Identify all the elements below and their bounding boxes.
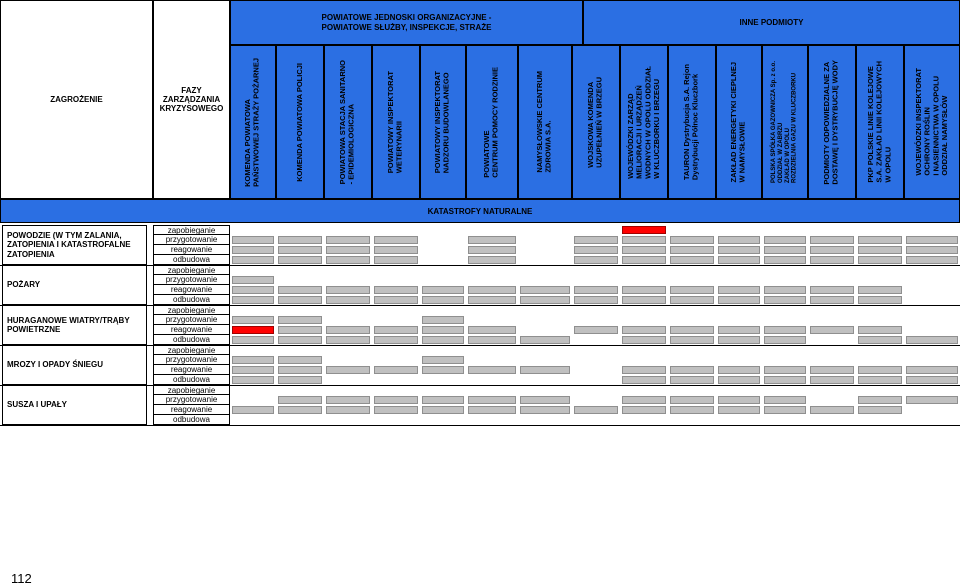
matrix-cell-support (858, 256, 902, 264)
phase-label: przygotowanie (153, 355, 230, 365)
matrix-cell-support (810, 236, 854, 244)
county-group-label: POWIATOWE JEDNOSKI ORGANIZACYJNE - POWIATOWE SŁUŻBY, INSPEKCJE, STRAŻE (321, 13, 492, 32)
entity-label: WOJEWÓDZKI INSPEKTORAT OCHRONY ROŚLIN I NASIENNICTWA W OPOLU ODDZIAŁ NAMYSŁÓW (913, 68, 949, 176)
entity-header-7 (518, 45, 572, 199)
phase-label: zapobieganie (153, 305, 230, 315)
matrix-cell-support (374, 236, 418, 244)
matrix-cell-support (574, 326, 618, 334)
matrix-cell-support (326, 286, 370, 294)
matrix-cell-support (232, 236, 274, 244)
matrix-cell-support (232, 296, 274, 304)
matrix-cell-support (374, 326, 418, 334)
matrix-cell-support (858, 286, 902, 294)
matrix-cell-support (764, 246, 806, 254)
entity-header-2 (276, 45, 324, 199)
matrix-cell-support (326, 366, 370, 374)
matrix-cell-support (468, 366, 516, 374)
entity-header-5 (420, 45, 466, 199)
matrix-cell-support (670, 236, 714, 244)
entity-header-12 (762, 45, 808, 199)
matrix-cell-support (858, 366, 902, 374)
matrix-cell-support (232, 366, 274, 374)
phase-label: zapobieganie (153, 225, 230, 235)
entity-label: WOJSKOWA KOMENDA UZUPEŁNIEŃ W BRZEGU (586, 76, 604, 168)
matrix-cell-support (326, 406, 370, 414)
matrix-cell-support (906, 336, 958, 344)
matrix-cell-support (718, 376, 760, 384)
matrix-cell-support (422, 286, 464, 294)
matrix-cell-support (278, 296, 322, 304)
threat-row-label: HURAGANOWE WIATRY/TRĄBY POWIETRZNE (2, 305, 147, 345)
matrix-cell-support (574, 256, 618, 264)
matrix-cell-primary (232, 326, 274, 334)
matrix-cell-support (422, 326, 464, 334)
matrix-cell-support (670, 366, 714, 374)
matrix-cell-support (232, 246, 274, 254)
matrix-cell-support (858, 296, 902, 304)
threat-row-label: POŻARY (2, 265, 147, 305)
matrix-cell-support (278, 356, 322, 364)
phase-label: reagowanie (153, 245, 230, 255)
matrix-cell-support (810, 326, 854, 334)
entity-header-14 (856, 45, 904, 199)
entity-label: ZAKŁAD ENERGETYKI CIEPLNEJ W NAMYSŁOWIE (729, 61, 747, 183)
matrix-cell-support (232, 356, 274, 364)
matrix-cell-support (232, 256, 274, 264)
entity-header-6 (466, 45, 518, 199)
matrix-cell-support (374, 246, 418, 254)
matrix-cell-support (622, 396, 666, 404)
entity-header-10 (668, 45, 716, 199)
matrix-cell-support (232, 336, 274, 344)
matrix-cell-support (232, 276, 274, 284)
matrix-cell-support (520, 396, 570, 404)
matrix-cell-support (764, 256, 806, 264)
phase-label: przygotowanie (153, 275, 230, 285)
threats-header-label: ZAGROŻENIE (50, 94, 103, 104)
matrix-cell-support (718, 246, 760, 254)
matrix-cell-support (764, 236, 806, 244)
matrix-cell-support (764, 336, 806, 344)
matrix-cell-support (468, 296, 516, 304)
matrix-cell-support (374, 366, 418, 374)
matrix-cell-support (422, 366, 464, 374)
entity-header-9 (620, 45, 668, 199)
phase-label: odbudowa (153, 415, 230, 425)
matrix-cell-support (670, 296, 714, 304)
matrix-cell-support (574, 406, 618, 414)
matrix-cell-support (468, 246, 516, 254)
entity-label: PODMIOTY ODPOWIEDZIALNE ZA DOSTAWĘ I DYSTRYBUCJĘ WODY (822, 59, 840, 185)
phase-label: przygotowanie (153, 395, 230, 405)
matrix-cell-support (468, 286, 516, 294)
other-group-label: INNE PODMIOTY (739, 17, 804, 27)
matrix-cell-support (278, 396, 322, 404)
matrix-cell-support (858, 236, 902, 244)
matrix-cell-support (326, 396, 370, 404)
matrix-cell-support (278, 406, 322, 414)
threat-row-label: POWODZIE (W TYM ZALANIA, ZATOPIENIA I KATASTROFALNE ZATOPIENIA (2, 225, 147, 265)
matrix-cell-support (422, 406, 464, 414)
matrix-cell-support (574, 246, 618, 254)
phase-label: reagowanie (153, 285, 230, 295)
matrix-cell-support (278, 316, 322, 324)
phase-label: zapobieganie (153, 385, 230, 395)
section-band (0, 199, 960, 223)
county-group-header (230, 0, 583, 45)
matrix-cell-support (374, 256, 418, 264)
matrix-cell-support (670, 406, 714, 414)
matrix-cell-support (278, 326, 322, 334)
matrix-cell-support (520, 286, 570, 294)
entity-header-4 (372, 45, 420, 199)
matrix-cell-support (810, 286, 854, 294)
entity-header-8 (572, 45, 620, 199)
matrix-cell-support (622, 236, 666, 244)
phase-label: odbudowa (153, 375, 230, 385)
matrix-cell-support (670, 326, 714, 334)
matrix-cell-support (764, 366, 806, 374)
matrix-cell-support (520, 366, 570, 374)
entity-label: TAURON Dystrybucja S.A. Rejon Dystrybucji Północ Kluczbork (682, 63, 700, 181)
matrix-cell-support (906, 376, 958, 384)
matrix-cell-support (468, 256, 516, 264)
matrix-cell-support (858, 406, 902, 414)
matrix-cell-support (326, 296, 370, 304)
matrix-cell-support (278, 366, 322, 374)
entity-label: POLSKA SPÓŁKA GAZOWNICZA Sp. z o.o. ODDZIAŁ W ZABRZU ZAKŁAD W OPOLU ROZDZIELNIA GAZU W KLUCZBORKU (771, 61, 798, 183)
matrix-cell-support (232, 316, 274, 324)
matrix-cell-support (468, 406, 516, 414)
matrix-cell-support (468, 336, 516, 344)
matrix-cell-support (520, 406, 570, 414)
matrix-cell-support (232, 286, 274, 294)
matrix-cell-support (468, 326, 516, 334)
matrix-cell-support (622, 326, 666, 334)
phases-header (153, 0, 230, 199)
matrix-cell-support (326, 246, 370, 254)
matrix-cell-support (810, 256, 854, 264)
matrix-cell-support (326, 256, 370, 264)
matrix-cell-support (374, 336, 418, 344)
matrix-cell-support (718, 256, 760, 264)
matrix-cell-support (718, 286, 760, 294)
matrix-cell-support (810, 406, 854, 414)
matrix-cell-support (622, 246, 666, 254)
matrix-cell-support (670, 246, 714, 254)
phases-header-label: FAZY ZARZĄDZANIA KRYZYSOWEGO (159, 85, 224, 114)
matrix-cell-support (906, 246, 958, 254)
phase-label: przygotowanie (153, 315, 230, 325)
matrix-cell-support (858, 326, 902, 334)
entity-label: PKP POLSKIE LINIE KOLEJOWE S.A. ZAKŁAD LINII KOLEJOWYCH W OPOLU (866, 61, 893, 183)
matrix-cell-support (810, 366, 854, 374)
phase-label: odbudowa (153, 295, 230, 305)
matrix-cell-support (858, 376, 902, 384)
matrix-cell-support (858, 246, 902, 254)
entity-label: POWIATOWA STACJA SANITARNO - EPIDEMIOLOGICZNA (338, 59, 356, 185)
page-number: 112 (11, 571, 32, 586)
threat-row-label: MROZY I OPADY ŚNIEGU (2, 345, 147, 385)
matrix-cell-support (278, 376, 322, 384)
matrix-cell-support (374, 406, 418, 414)
matrix-cell-support (468, 236, 516, 244)
matrix-cell-support (718, 366, 760, 374)
matrix-cell-support (326, 336, 370, 344)
matrix-cell-support (520, 336, 570, 344)
matrix-cell-support (278, 246, 322, 254)
matrix-cell-support (670, 286, 714, 294)
matrix-cell-support (622, 406, 666, 414)
phase-label: przygotowanie (153, 235, 230, 245)
other-group-header (583, 0, 960, 45)
matrix-cell-support (374, 396, 418, 404)
matrix-cell-support (810, 296, 854, 304)
threat-row-label: SUSZA I UPAŁY (2, 385, 147, 425)
matrix-cell-support (422, 356, 464, 364)
entity-label: NAMYSŁOWSKIE CENTRUM ZDROWIA S.A. (535, 71, 553, 173)
phase-label: zapobieganie (153, 345, 230, 355)
phase-label: reagowanie (153, 365, 230, 375)
matrix-cell-support (858, 336, 902, 344)
matrix-cell-support (326, 326, 370, 334)
entity-header-11 (716, 45, 762, 199)
row-separator (0, 425, 960, 426)
matrix-cell-support (520, 296, 570, 304)
matrix-cell-support (468, 396, 516, 404)
matrix-cell-support (906, 366, 958, 374)
threats-header (0, 0, 153, 199)
matrix-cell-support (622, 376, 666, 384)
matrix-cell-support (764, 326, 806, 334)
matrix-cell-support (622, 366, 666, 374)
matrix-cell-support (232, 376, 274, 384)
entity-header-3 (324, 45, 372, 199)
phase-label: odbudowa (153, 335, 230, 345)
entity-label: WOJEWÓDZKI ZARZĄD MELIORACJI I URZĄDZEŃ WODNYCH W OPOLU ODDZIAŁ W KLUCZBORKU I BRZEGU (625, 65, 661, 179)
matrix-cell-support (718, 336, 760, 344)
matrix-cell-support (810, 376, 854, 384)
entity-label: POWIATOWY INSPEKTORAT NADZORU BUDOWLANEGO (433, 70, 451, 174)
phase-label: reagowanie (153, 405, 230, 415)
matrix-cell-support (278, 256, 322, 264)
matrix-cell-support (622, 296, 666, 304)
matrix-cell-support (574, 296, 618, 304)
entity-header-15 (904, 45, 960, 199)
matrix-cell-support (670, 256, 714, 264)
matrix-cell-support (718, 396, 760, 404)
matrix-cell-support (622, 336, 666, 344)
matrix-cell-support (232, 406, 274, 414)
matrix-cell-support (422, 316, 464, 324)
phase-label: reagowanie (153, 325, 230, 335)
matrix-cell-support (906, 236, 958, 244)
matrix-cell-support (858, 396, 902, 404)
matrix-cell-support (278, 286, 322, 294)
entity-header-1 (230, 45, 276, 199)
matrix-cell-support (374, 286, 418, 294)
matrix-cell-support (906, 396, 958, 404)
matrix-cell-support (574, 236, 618, 244)
matrix-cell-support (764, 396, 806, 404)
matrix-cell-support (670, 396, 714, 404)
matrix-cell-support (422, 396, 464, 404)
matrix-cell-support (574, 286, 618, 294)
matrix-cell-support (422, 336, 464, 344)
matrix-cell-support (764, 406, 806, 414)
entity-label: KOMENDA POWIATOWA PAŃSTWOWEJ STRAŻY POŻARNEJ (243, 57, 261, 187)
matrix-cell-support (764, 296, 806, 304)
entity-header-13 (808, 45, 856, 199)
entity-label: KOMENDA POWIATOWA POLICJI (294, 62, 304, 182)
matrix-cell-support (718, 296, 760, 304)
matrix-cell-support (810, 246, 854, 254)
phase-label: odbudowa (153, 255, 230, 265)
matrix-cell-support (764, 286, 806, 294)
matrix-cell-support (764, 376, 806, 384)
matrix-cell-support (622, 286, 666, 294)
entity-label: POWIATOWY INSPEKTORAT WETERYNARII (386, 70, 404, 174)
section-label: KATASTROFY NATURALNE (427, 206, 533, 216)
matrix-cell-support (670, 376, 714, 384)
phase-label: zapobieganie (153, 265, 230, 275)
matrix-cell-support (718, 406, 760, 414)
matrix-cell-support (422, 296, 464, 304)
matrix-cell-primary (622, 226, 666, 234)
matrix-cell-support (278, 336, 322, 344)
matrix-cell-support (718, 326, 760, 334)
matrix-cell-support (278, 236, 322, 244)
entity-label: POWIATOWE CENTRUM POMOCY RODZINIE (482, 66, 500, 178)
matrix-cell-support (670, 336, 714, 344)
matrix-cell-support (906, 256, 958, 264)
matrix-cell-support (374, 296, 418, 304)
matrix-cell-support (718, 236, 760, 244)
matrix-cell-support (326, 236, 370, 244)
matrix-cell-support (622, 256, 666, 264)
